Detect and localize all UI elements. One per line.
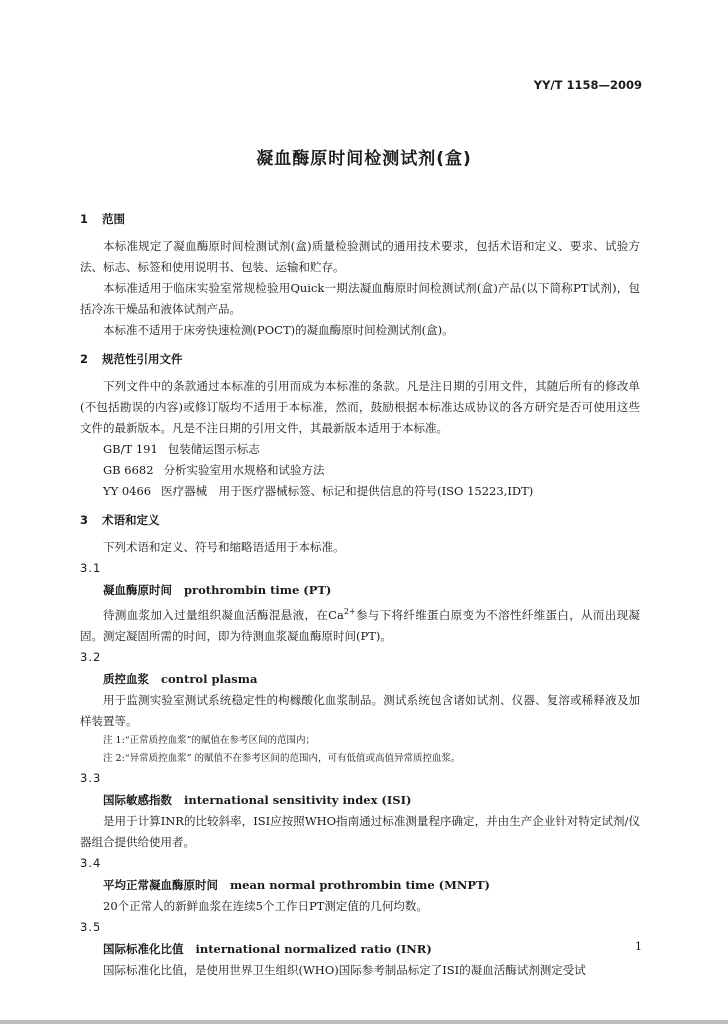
term-chinese: 质控血浆 <box>103 671 149 686</box>
document-title: 凝血酶原时间检测试剂(盒) <box>256 149 472 169</box>
term-entry <box>80 938 640 960</box>
section-heading-terms <box>80 509 640 531</box>
section-heading-scope <box>80 208 640 230</box>
superscript: 2+ <box>343 607 356 616</box>
clause-number: 3.4 <box>80 855 102 870</box>
standard-number: YY/T 1158—2009 <box>533 78 642 92</box>
term-definition: 20个正常人的新鲜血浆在连续5个工作日PT测定值的几何均数。 <box>103 898 428 913</box>
paragraph: 本标准不适用于床旁快速检测(POCT)的凝血酶原时间检测试剂(盒)。 <box>103 323 454 337</box>
section-number: 3 <box>80 513 89 527</box>
term-definition: 国际标准化比值，是使用世界卫生组织(WHO)国际参考制品标定了ISI的凝血活酶试剂测定受试 <box>103 962 586 977</box>
term-entry <box>80 579 640 601</box>
section-number: 2 <box>80 352 89 366</box>
clause-number: 3.1 <box>80 561 102 575</box>
term-english: international sensitivity index (ISI) <box>184 792 412 807</box>
note: 注 1:“正常质控血浆”的赋值在参考区间的范围内； <box>103 734 315 746</box>
reference-title: 分析实验室用水规格和试验方法 <box>163 463 325 477</box>
page-bottom-edge <box>0 1020 728 1024</box>
section-title: 规范性引用文件 <box>102 352 183 366</box>
reference-code: GB/T 191 <box>103 442 158 456</box>
reference-code: GB 6682 <box>103 463 154 477</box>
paragraph: 本标准规定了凝血酶原时间检测试剂(盒)质量检验测试的通用技术要求，包括术语和定义、要求、试验方法、标志、标签和使用说明书、包装、运输和贮存。 <box>80 239 640 274</box>
term-chinese: 国际敏感指数 <box>103 792 172 807</box>
definition-text: 待测血浆加入过量组织凝血活酶混悬液，在Ca <box>103 607 344 622</box>
clause-number: 3.3 <box>80 770 102 785</box>
paragraph: 下列文件中的条款通过本标准的引用而成为本标准的条款。凡是注日期的引用文件，其随后所有的修改单(不包括勘误的内容)或修订版均不适用于本标准，然而，鼓励根据本标准达成协议的各方研究是否可使用这些文件的最新版本。凡是不注日期的引用文件，其最新版本适用于本标准。 <box>80 379 640 435</box>
term-definition <box>80 601 640 647</box>
note: 注 2:“异常质控血浆” 的赋值不在参考区间的范围内，可有低值或高值异常质控血浆。 <box>103 752 461 764</box>
reference-code: YY 0466 <box>103 484 152 498</box>
term-entry <box>80 789 640 811</box>
clause-number: 3.2 <box>80 649 102 664</box>
section-number: 1 <box>80 212 89 226</box>
term-entry <box>80 668 640 690</box>
section-title: 术语和定义 <box>102 513 160 527</box>
reference-title: 医疗器械 用于医疗器械标签、标记和提供信息的符号(ISO 15223,IDT) <box>161 484 534 498</box>
definition-text: 参与下将纤维蛋白原变为不溶性纤维蛋白，从而出现凝固。测定凝固所需的时间，即为待测血浆凝血酶原时间(PT)。 <box>80 607 641 643</box>
term-english: international normalized ratio (INR) <box>195 941 432 956</box>
term-definition: 是用于计算INR的比较斜率，ISI应按照WHO指南通过标准测量程序确定，并由生产企业针对特定试剂/仪器组合提供给使用者。 <box>80 813 640 849</box>
term-definition: 用于监测实验室测试系统稳定性的枸橼酸化血浆制品。测试系统包含诸如试剂、仪器、复溶或稀释液及加样装置等。 <box>80 692 640 728</box>
section-heading-normative-references <box>80 348 640 370</box>
term-english: prothrombin time (PT) <box>184 583 332 597</box>
reference-item <box>80 439 640 460</box>
term-chinese: 国际标准化比值 <box>103 941 184 956</box>
reference-item <box>80 481 640 502</box>
clause-number: 3.5 <box>80 919 102 934</box>
section-title: 范围 <box>102 212 125 226</box>
paragraph: 本标准适用于临床实验室常规检验用Quick一期法凝血酶原时间检测试剂(盒)产品(以下简称PT试剂)，包括冷冻干燥品和液体试剂产品。 <box>80 281 640 316</box>
term-english: control plasma <box>161 671 258 686</box>
document-body <box>80 208 640 981</box>
term-entry <box>80 874 640 896</box>
term-english: mean normal prothrombin time (MNPT) <box>230 877 490 892</box>
reference-item <box>80 460 640 481</box>
paragraph: 下列术语和定义、符号和缩略语适用于本标准。 <box>103 540 345 554</box>
reference-title: 包装储运图示标志 <box>167 442 260 456</box>
term-chinese: 凝血酶原时间 <box>103 583 172 597</box>
page-number: 1 <box>635 940 642 953</box>
term-chinese: 平均正常凝血酶原时间 <box>103 877 218 892</box>
